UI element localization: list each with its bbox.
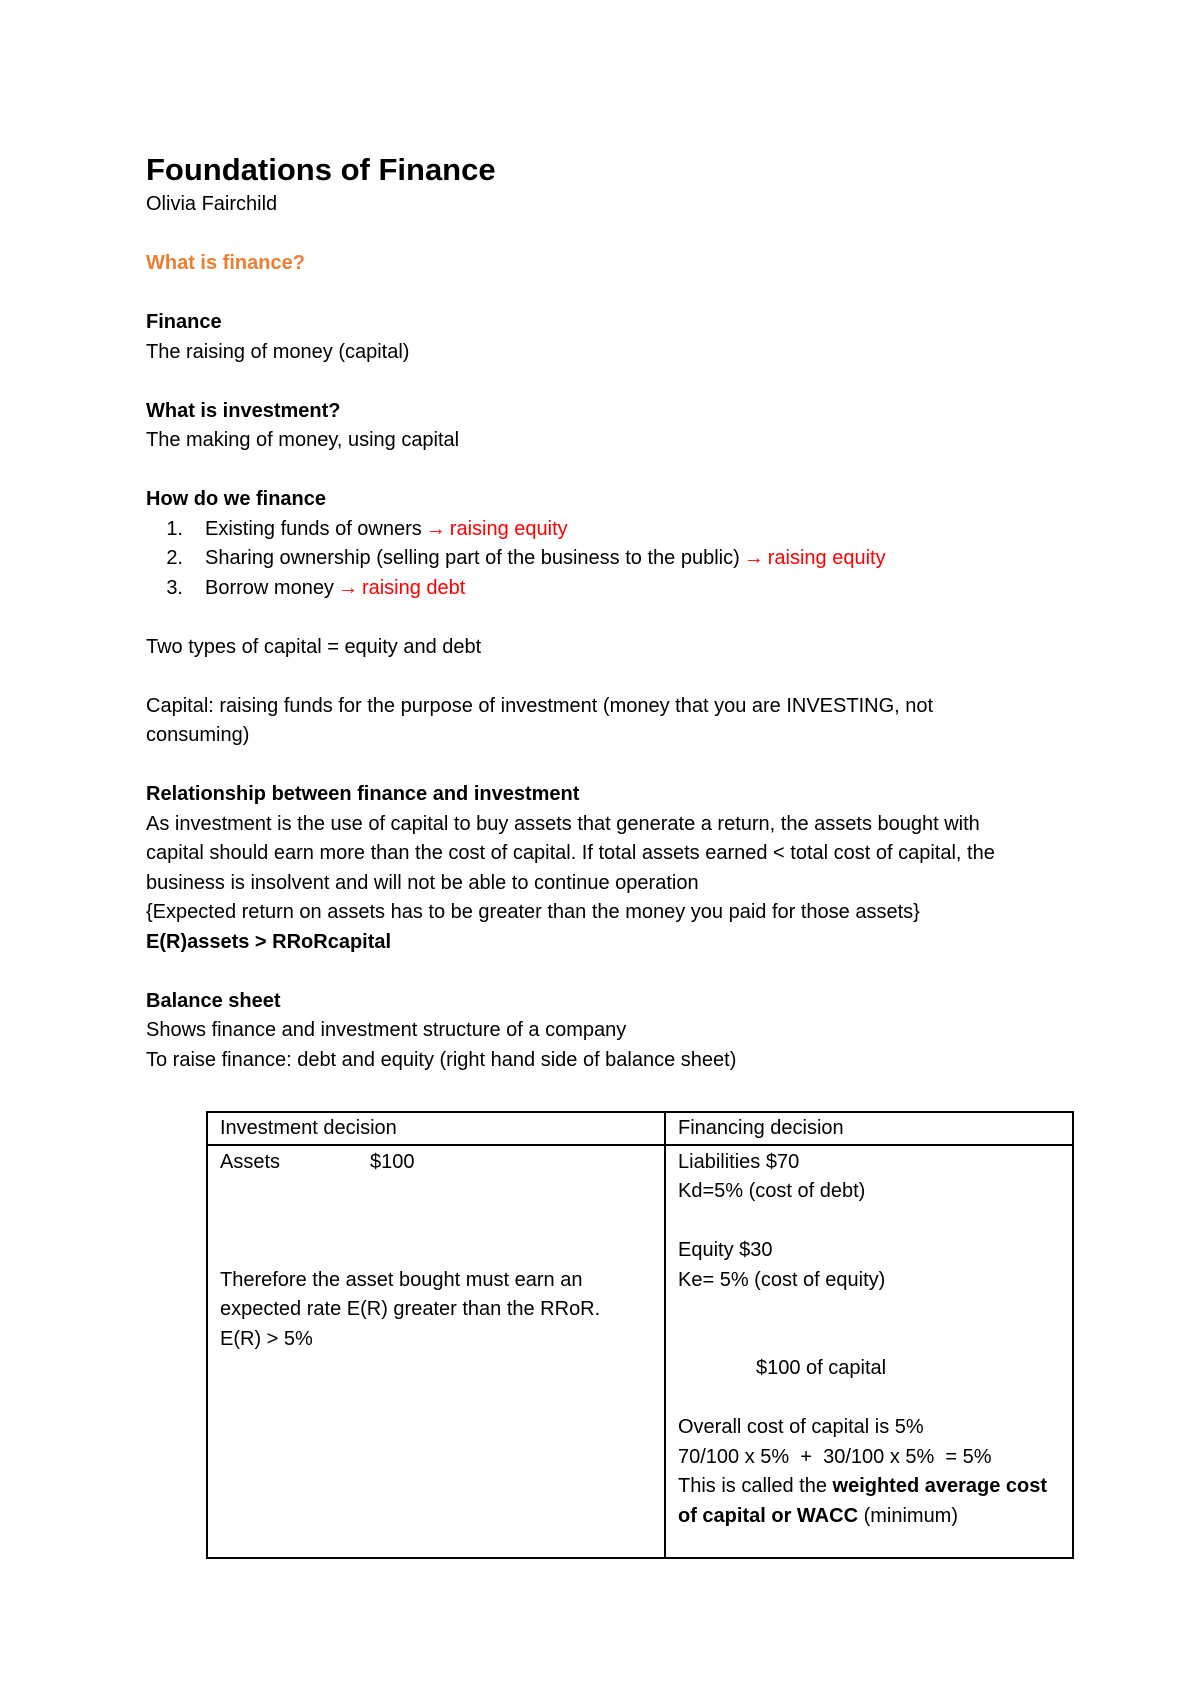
finance-methods-list [146, 515, 1000, 604]
liabilities-value: Liabilities $70 [678, 1150, 800, 1173]
list-item [146, 544, 1000, 574]
wacc-calculation: 70/100 x 5% + 30/100 x 5% = 5% [678, 1445, 992, 1468]
relationship-formula: E(R)assets > RRoRcapital [146, 930, 392, 953]
cost-of-debt: Kd=5% (cost of debt) [678, 1180, 866, 1202]
wacc-suffix: (minimum) [858, 1504, 959, 1527]
list-text: Sharing ownership (selling part of the business to the public) [205, 547, 740, 569]
list-number: 1. [166, 517, 183, 540]
assets-row [220, 1148, 652, 1178]
balance-sheet-line-2: To raise finance: debt and equity (right hand side of balance sheet) [146, 1048, 737, 1071]
list-item [146, 574, 1000, 604]
section-heading: What is finance? [146, 252, 305, 274]
asset-return-text: Therefore the asset bought must earn an expected rate E(R) greater than the RRoR. [220, 1268, 601, 1320]
spacer [146, 220, 1000, 250]
overall-cost-of-capital: Overall cost of capital is 5% [678, 1416, 924, 1438]
finance-heading: Finance [146, 311, 222, 333]
relationship-note: {Expected return on assets has to be greater than the money you paid for those assets} [146, 901, 920, 923]
document-title: Foundations of Finance [146, 152, 496, 187]
financing-decision-cell [665, 1145, 1072, 1558]
right-arrow-icon: → [337, 576, 358, 599]
list-text: Borrow money [205, 576, 334, 599]
how-finance-heading: How do we finance [146, 488, 327, 510]
investment-definition: The making of money, using capital [146, 429, 460, 451]
cost-of-equity: Ke= 5% (cost of equity) [678, 1268, 886, 1291]
relationship-heading: Relationship between finance and investment [146, 783, 580, 805]
list-result: raising debt [361, 576, 466, 599]
list-number: 3. [166, 576, 183, 599]
list-number: 2. [166, 547, 183, 569]
capital-definition: Capital: raising funds for the purpose of investment (money that you are INVESTING, not consuming) [146, 694, 934, 746]
right-arrow-icon: → [743, 547, 764, 569]
right-arrow-icon: → [425, 517, 446, 540]
two-types-statement: Two types of capital = equity and debt [146, 635, 482, 658]
relationship-text: As investment is the use of capital to buy assets that generate a return, the assets bought with capital should earn more than the cost of capital. If total assets earned < total cost of capital, the business is insolvent and will not be able to continue operation [146, 812, 995, 894]
list-result: raising equity [767, 547, 886, 569]
assets-value: $100 [370, 1150, 415, 1173]
total-capital: $100 of capital [756, 1357, 887, 1379]
balance-sheet-line-1: Shows finance and investment structure of a company [146, 1019, 627, 1041]
wacc-prefix: This is called the [678, 1475, 833, 1497]
financing-decision-header: Financing decision [665, 1113, 1072, 1145]
balance-sheet-table [206, 1111, 1074, 1559]
author-name: Olivia Fairchild [146, 193, 278, 215]
investment-decision-header: Investment decision [208, 1113, 665, 1145]
equity-value: Equity $30 [678, 1239, 773, 1261]
investment-heading: What is investment? [146, 399, 341, 422]
assets-label: Assets [220, 1150, 281, 1173]
finance-definition: The raising of money (capital) [146, 340, 410, 363]
asset-return-formula: E(R) > 5% [220, 1327, 313, 1350]
list-text: Existing funds of owners [205, 517, 422, 540]
list-item [146, 515, 1000, 545]
investment-decision-cell [208, 1145, 665, 1558]
wacc-explanation [678, 1472, 1060, 1531]
list-result: raising equity [449, 517, 568, 540]
wacc-term: weighted average cost of capital or WACC [678, 1475, 1048, 1527]
balance-sheet-heading: Balance sheet [146, 989, 281, 1012]
